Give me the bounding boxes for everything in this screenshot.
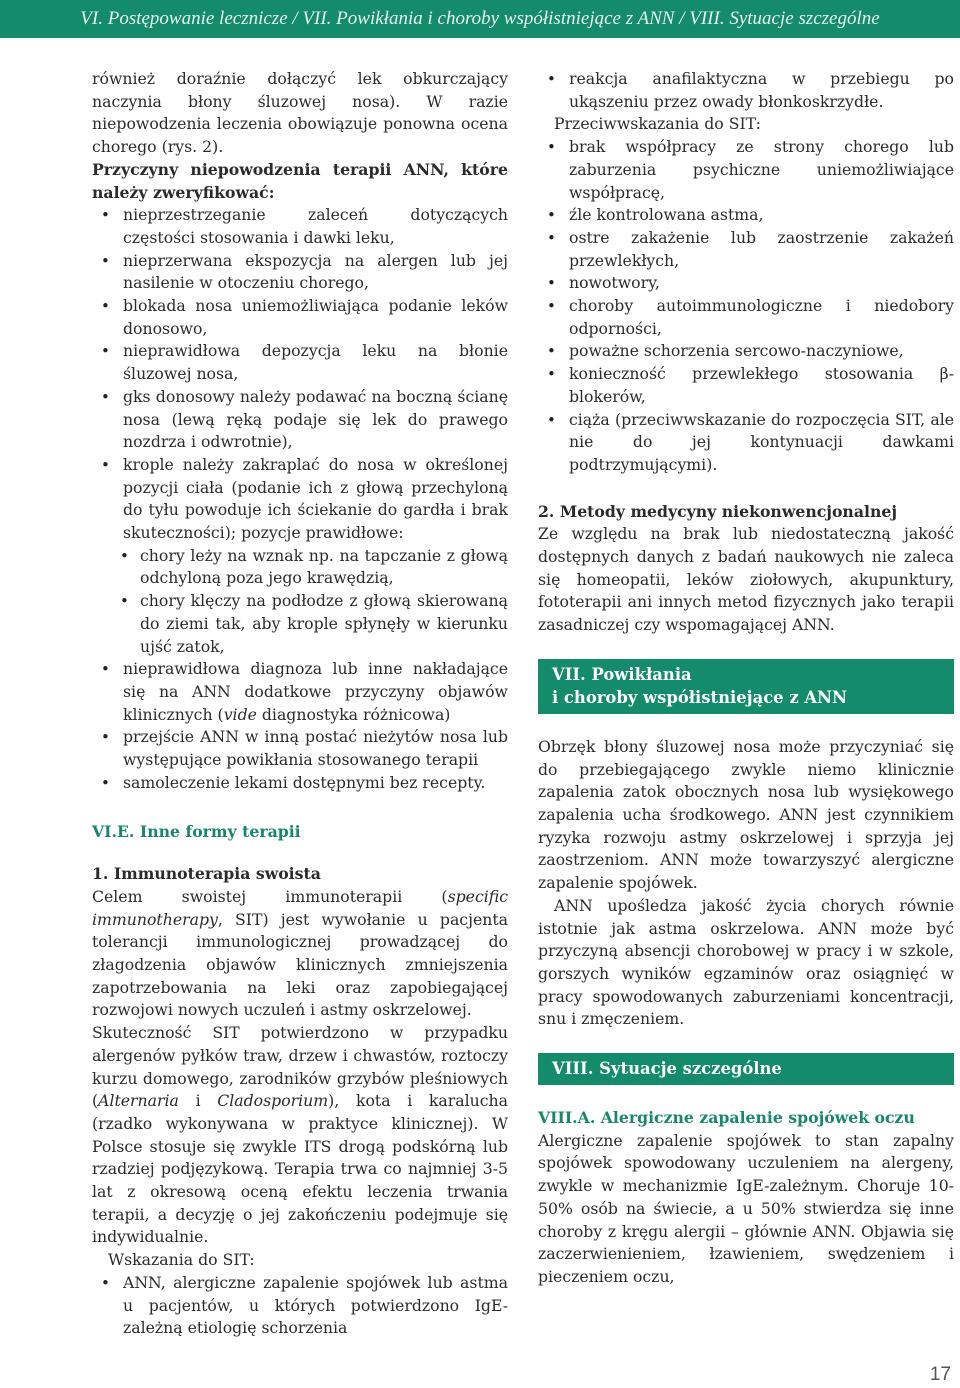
immunotherapy-heading: 1. Immunoterapia swoista xyxy=(92,864,321,884)
list-item: • źle kontrolowana astma, xyxy=(538,204,954,227)
section-heading-ve: VI.E. Inne formy terapii xyxy=(92,821,301,841)
immunotherapy-paragraph-1: Celem swoistej immunoterapii (specific immunotherapy, SIT) jest wywołanie u pacjenta tolerancji immunologicznej prowadzącej do złagodzenia objawów klinicznych zmniejszenia zapotrzebowania na leki oraz zapobiegającej rozwojowi nowych uczuleń i astmy oskrzelowej. xyxy=(92,886,508,1020)
list-item: • ciąża (przeciwwskazanie do rozpoczęcia SIT, ale nie do jej kontynuacji dawkami podtrzymującymi). xyxy=(538,409,954,477)
list-item: • choroby autoimmunologiczne i niedobory odporności, xyxy=(538,295,954,340)
list-item: • poważne schorzenia sercowo-naczyniowe, xyxy=(538,340,954,363)
list-item: • nieprawidłowa depozycja leku na błonie śluzowej nosa, xyxy=(92,340,508,385)
complications-paragraph-2: ANN upośledza jakość życia chorych równie istotnie jak astma oskrzelowa. ANN może być przyczyną absencji chorobowej w pracy i w szkole, gorszych wyników egzaminów oraz osiągnięć w pracy spowodowanych zaburzeniami koncentracji, snu i zmęczeniem. xyxy=(538,895,954,1029)
list-item: • samoleczenie lekami dostępnymi bez recepty. xyxy=(92,772,508,795)
list-item: • nieprzestrzeganie zaleceń dotyczących częstości stosowania i dawki leku, xyxy=(92,204,508,249)
immunotherapy-paragraph-2: Skuteczność SIT potwierdzono w przypadku alergenów pyłków traw, drzew i chwastów, roztoczy kurzu domowego, zarodników grzybów pleśniowych (Alternaria i Cladosporium), kota i karalucha (rzadko wykonywana w praktyce klinicznej). W Polsce stosuje się zwykle ITS drogą podskórną lub rzadziej podjęzykową. Terapia trwa co najmniej 3-5 lat z okresową oceną efektu leczenia trwania terapii, a decyzję o jej zakończeniu podejmuje się indywidualnie. xyxy=(92,1023,508,1247)
page-number: 17 xyxy=(929,1364,951,1385)
list-item: • chory klęczy na podłodze z głową skierowaną do ziemi tak, aby krople spłynęły w kierunku ujść zatok, xyxy=(92,590,508,658)
failure-list xyxy=(92,204,508,545)
section-box-viii: VIII. Sytuacje szczególne xyxy=(538,1053,954,1085)
section-vii-title-line2: i choroby współistniejące z ANN xyxy=(552,687,848,707)
section-heading-viii-a: VIII.A. Alergiczne zapalenie spojówek oczu xyxy=(538,1108,915,1128)
list-item: • konieczność przewlekłego stosowania β-blokerów, xyxy=(538,363,954,408)
list-item: • ANN, alergiczne zapalenie spojówek lub astma u pacjentów, u których potwierdzono IgE-zależną etiologię schorzenia xyxy=(92,1272,508,1340)
list-item: • brak współpracy ze strony chorego lub zaburzenia psychiczne uniemożliwiające współpracę, xyxy=(538,136,954,204)
alt-medicine-paragraph: Ze względu na brak lub niedostateczną jakość dostępnych danych z badań naukowych nie zaleca się homeopatii, leków ziołowych, akupunktury, fototerapii ani innych metod fizycznych jako terapii zasadniczej czy wspomagającej ANN. xyxy=(538,524,954,635)
section-vii-title-line1: VII. Powikłania xyxy=(552,664,692,684)
left-column xyxy=(92,68,508,1340)
list-item: • nieprzerwana ekspozycja na alergen lub jej nasilenie w otoczeniu chorego, xyxy=(92,250,508,295)
alt-medicine-heading: 2. Metody medycyny niekonwencjonalnej xyxy=(538,501,898,521)
list-item: • nowotwory, xyxy=(538,272,954,295)
right-column xyxy=(538,68,954,1289)
running-header: VI. Postępowanie lecznicze / VII. Powikłania i choroby współistniejące z ANN / VIII. Sytuacje szczególne xyxy=(80,8,880,29)
failure-heading: Przyczyny niepowodzenia terapii ANN, które należy zweryfikować: xyxy=(92,159,508,202)
section-box-vii xyxy=(538,659,954,714)
list-item: • przejście ANN w inną postać nieżytów nosa lub występujące powikłania stosowanego terapii xyxy=(92,726,508,771)
conjunctivitis-paragraph: Alergiczne zapalenie spojówek to stan zapalny spojówek spowodowany uczuleniem na alergeny, zwykle w mechanizmie IgE-zależnym. Choruje 10-50% osób na świecie, a u 50% stwierdza się inne choroby z kręgu alergii – głównie ANN. Objawia się zaczerwienieniem, łzawieniem, swędzeniem i pieczeniem oczu, xyxy=(538,1130,954,1286)
list-item: • nieprawidłowa diagnoza lub inne nakładające się na ANN dodatkowe przyczyny objawów klinicznych (vide diagnostyka różnicowa) xyxy=(92,658,508,726)
indications-list-continued xyxy=(538,68,954,113)
list-item: • chory leży na wznak np. na tapczanie z głową odchyloną poza jego krawędzią, xyxy=(92,545,508,590)
list-item: • blokada nosa uniemożliwiająca podanie leków donosowo, xyxy=(92,295,508,340)
intro-paragraph: również doraźnie dołączyć lek obkurczający naczynia błony śluzowej nosa). W razie niepowodzenia leczenia obowiązuje ponowna ocena chorego (rys. 2). xyxy=(92,69,508,157)
indications-label: Wskazania do SIT: xyxy=(108,1250,255,1270)
list-item: • reakcja anafilaktyczna w przebiegu po ukąszeniu przez owady błonkoskrzydłe. xyxy=(538,68,954,113)
drop-positions-list xyxy=(92,545,508,659)
contraindications-list xyxy=(538,136,954,477)
list-item: • krople należy zakraplać do nosa w określonej pozycji ciała (podanie ich z głową przechyloną do tyłu powoduje ich ściekanie do gardła i brak skuteczności); pozycje prawidłowe: xyxy=(92,454,508,545)
list-item: • gks donosowy należy podawać na boczną ścianę nosa (lewą ręką podaje się lek do prawego nozdrza i odwrotnie), xyxy=(92,386,508,454)
indications-list xyxy=(92,1272,508,1340)
list-item: • ostre zakażenie lub zaostrzenie zakażeń przewlekłych, xyxy=(538,227,954,272)
contraindications-label: Przeciwwskazania do SIT: xyxy=(554,114,761,134)
failure-list-tail xyxy=(92,658,508,794)
complications-paragraph-1: Obrzęk błony śluzowej nosa może przyczyniać się do przebiegającego zwykle niemo klinicznie zapalenia zatok obocznych nosa lub wysiękowego zapalenia ucha środkowego. ANN jest czynnikiem ryzyka rozwoju astmy oskrzelowej i sprzyja jej zaostrzeniom. ANN może towarzyszyć alergiczne zapalenie spojówek. xyxy=(538,736,954,893)
